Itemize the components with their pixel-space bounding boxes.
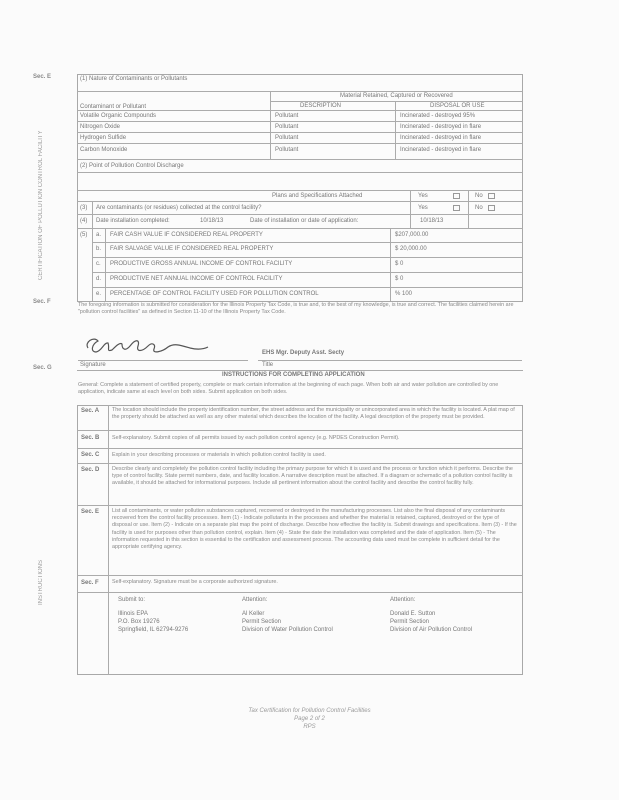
instruction-text: Self-explanatory. Submit copies of all permits issued by each pollution control agency (e.g. NPDES Construction Permit). bbox=[112, 435, 400, 441]
line-a-question: Are contaminants (or residues) collected at the control facility? bbox=[96, 205, 262, 211]
address-line: Donald E. Sutton bbox=[390, 611, 436, 617]
line-a-num: (3) bbox=[80, 205, 88, 211]
value-amount: $ 0 bbox=[395, 276, 404, 282]
line-b-num: (4) bbox=[80, 218, 88, 224]
value-amount: $ 0 bbox=[395, 261, 404, 267]
value-letter: c. bbox=[96, 261, 101, 267]
certification-text: The foregoing information is submitted for consideration for the Illinois Property Tax Code, is true and, to the best of my knowledge, is true and correct. The facilities claimed herein are "pollution control facilities" as defined in Section 11-10 of the Illinois Property Tax Code. bbox=[78, 302, 514, 316]
line-b-date2: 10/18/13 bbox=[420, 218, 444, 224]
part2-title: (2) Point of Pollution Control Discharge bbox=[80, 163, 184, 169]
value-amount: $ 20,000.00 bbox=[395, 246, 427, 252]
value-amount: % 100 bbox=[395, 291, 413, 297]
signature-image bbox=[82, 332, 212, 360]
instruction-sec: Sec. D bbox=[81, 467, 100, 473]
instructions-general: General: Complete a statement of certified property, complete or mark certain information at the beginning of each page. When both air and water pollution are controlled by one application, indicate same at each level on both sides. Submit application on both sides. bbox=[78, 382, 499, 396]
value-letter: a. bbox=[96, 232, 102, 238]
col-description: DESCRIPTION bbox=[300, 103, 342, 109]
collected-no-checkbox[interactable] bbox=[488, 205, 495, 211]
footer-code: RPS bbox=[303, 724, 316, 730]
attention-label: Attention: bbox=[242, 597, 268, 603]
plans-no: No bbox=[475, 193, 483, 199]
address-line: Division of Air Pollution Control bbox=[390, 627, 473, 633]
signature-label: Signature bbox=[80, 362, 106, 368]
disposal-cell: Incinerated - destroyed in flare bbox=[400, 147, 482, 153]
value-letter: d. bbox=[96, 276, 102, 282]
value-label: PRODUCTIVE NET ANNUAL INCOME OF CONTROL FACILITY bbox=[110, 276, 283, 282]
disposal-cell: Incinerated - destroyed 95% bbox=[400, 113, 476, 119]
instruction-text: List all contaminants, or water pollution substances captured, recovered or destroyed in the manufacturing processes. List also the final disposal of any contaminants recovered from the control facility processes. Item (1) - Indicate pollutants in the processes and whether the material is retained, captured, destroyed or the type of disposal or use. Item (2) - Indicate on a separate plat map the point of discharge. Describe how effective the facility is. Submit drawings and specifications. Item (3) - If the facility is used for purposes other than pollution control, explain. Item (4) - State the date the installation was completed and the date of application. Item (5) - The information requested in this section is essential to the certification and assessment process. The accounting data used must be complete in sufficient detail for the appropriate certifying agency. bbox=[112, 508, 517, 551]
contaminant-cell: Volatile Organic Compounds bbox=[80, 113, 157, 119]
line-a-yes: Yes bbox=[418, 205, 428, 211]
attention-label: Attention: bbox=[390, 597, 416, 603]
address-line: Al Keller bbox=[242, 611, 265, 617]
title-label: Title bbox=[262, 362, 274, 368]
contaminant-cell: Carbon Monoxide bbox=[80, 147, 128, 153]
footer-page: Page 2 of 2 bbox=[294, 716, 325, 722]
instruction-text: Self-explanatory. Signature must be a corporate authorized signature. bbox=[112, 579, 278, 585]
instruction-text: Explain in your describing processes or materials in which pollution control facility is used. bbox=[112, 452, 326, 458]
instruction-sec: Sec. B bbox=[81, 435, 100, 441]
address-line: Permit Section bbox=[242, 619, 282, 625]
value-label: PERCENTAGE OF CONTROL FACILITY USED FOR POLLUTION CONTROL bbox=[110, 291, 319, 297]
plans-no-checkbox[interactable] bbox=[488, 193, 495, 199]
disposal-cell: Incinerated - destroyed in flare bbox=[400, 124, 482, 130]
section-f-tab: Sec. F bbox=[33, 299, 51, 305]
part1-title: (1) Nature of Contaminants or Pollutants bbox=[80, 76, 188, 82]
instruction-sec: Sec. C bbox=[81, 452, 100, 458]
instructions-heading: INSTRUCTIONS FOR COMPLETING APPLICATION bbox=[222, 372, 365, 378]
instruction-text: The location should include the property identification number, the street address and the municipality or unincorporated area in which the facility is located. A plat map of the property should be attached as well as any other material which describes the location of the facility. A legal description of the property must be provided. bbox=[112, 407, 515, 421]
value-letter: e. bbox=[96, 291, 102, 297]
description-cell: Pollutant bbox=[275, 113, 299, 119]
plans-label: Plans and Specifications Attached bbox=[272, 193, 363, 199]
value-label: FAIR CASH VALUE IF CONSIDERED REAL PROPERTY bbox=[110, 232, 263, 238]
instruction-sec: Sec. A bbox=[81, 408, 100, 414]
plans-yes-checkbox[interactable] bbox=[453, 193, 460, 199]
section-g-tab: Sec. G bbox=[33, 365, 52, 371]
instruction-sec: Sec. E bbox=[81, 509, 100, 515]
line-b-label: Date installation completed: bbox=[96, 218, 170, 224]
contaminant-cell: Hydrogen Sulfide bbox=[80, 135, 127, 141]
col-material: Material Retained, Captured or Recovered bbox=[340, 93, 453, 99]
section-e-tab: Sec. E bbox=[33, 74, 52, 80]
address-line: Division of Water Pollution Control bbox=[242, 627, 333, 633]
address-line: Illinois EPA bbox=[118, 611, 148, 617]
instruction-text: Describe clearly and completely the pollution control facility including the primary purpose for which it is used and the process or function which it performs. Describe the type of control facility. State permit numbers, date, and facility location. A narrative description must be attached. If a diagram or schematic of a pollution control facility is available, it should be attached for informational purposes. Include all pertinent information about the control facility and describe the control facility fully. bbox=[112, 466, 513, 487]
disposal-cell: Incinerated - destroyed in flare bbox=[400, 135, 482, 141]
sideways-cert-label: CERTIFICATION OF POLLUTION CONTROL FACILITY bbox=[38, 130, 44, 280]
col-contaminant: Contaminant or Pollutant bbox=[80, 104, 147, 110]
line-b-tail: Date of installation or date of application: bbox=[250, 218, 359, 224]
address-line: Permit Section bbox=[390, 619, 430, 625]
instruction-sec: Sec. F bbox=[81, 580, 99, 586]
description-cell: Pollutant bbox=[275, 124, 299, 130]
line-c-num: (5) bbox=[80, 232, 88, 238]
description-cell: Pollutant bbox=[275, 135, 299, 141]
value-label: PRODUCTIVE GROSS ANNUAL INCOME OF CONTROL FACILITY bbox=[110, 261, 293, 267]
value-label: FAIR SALVAGE VALUE IF CONSIDERED REAL PROPERTY bbox=[110, 246, 274, 252]
value-letter: b. bbox=[96, 246, 102, 252]
signer-title: EHS Mgr. Deputy Asst. Secty bbox=[262, 350, 345, 356]
footer-title: Tax Certification for Pollution Control Facilities bbox=[248, 708, 371, 714]
description-cell: Pollutant bbox=[275, 147, 299, 153]
collected-yes-checkbox[interactable] bbox=[453, 205, 460, 211]
sideways-instructions-label: INSTRUCTIONS bbox=[38, 560, 44, 605]
address-line: P.O. Box 19276 bbox=[118, 619, 160, 625]
plans-yes: Yes bbox=[418, 193, 428, 199]
value-amount: $207,000.00 bbox=[395, 232, 429, 238]
line-b-date: 10/18/13 bbox=[200, 218, 224, 224]
contaminant-cell: Nitrogen Oxide bbox=[80, 124, 121, 130]
line-a-no: No bbox=[475, 205, 483, 211]
submit-label: Submit to: bbox=[118, 597, 146, 603]
col-disposal: DISPOSAL OR USE bbox=[430, 103, 485, 109]
address-line: Springfield, IL 62794-9276 bbox=[118, 627, 189, 633]
